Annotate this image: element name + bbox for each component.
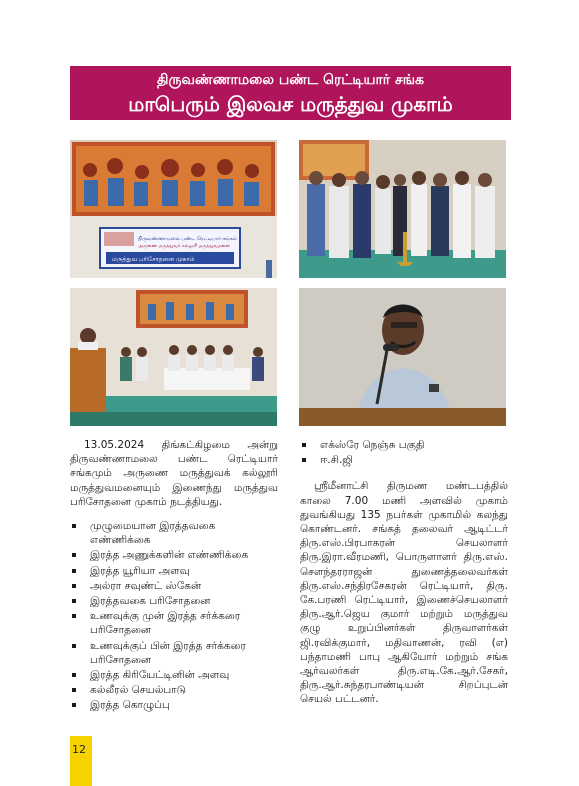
list-item: ஈ.சி.ஜி xyxy=(300,453,508,467)
article-intro: 13.05.2024 திங்கட்கிழமை அன்று திருவண்ணாமலை பண்ட ரெட்டியார் சங்கமும் அருணை மருத்துவக் கல்லூரி மருத்துவமனையும் இணைந்து மருத்துவ பரிசோதனை முகாம் நடத்தியது. xyxy=(70,439,278,508)
list-item: உணவுக்கு முன் இரத்த சர்க்கரை பரிசோதனை xyxy=(70,609,278,637)
article-body: ஸ்ரீமீனாட்சி திருமண மண்டபத்தில் காலை 7.00 மணி அளவில் முகாம் துவங்கியது 135 நபர்கள் முகாமில் கலந்து கொண்டனர். சங்கத் தலைவர் ஆடிட்டர் திரு.எஸ்.பிரபாகரன் செயலாளர் திரு.இரா.வீரமணி, பொருளாளர் திரு.எஸ். சௌந்தரராஜன் துணைத்தலைவர்கள் திரு.எஸ்.சந்திரசேகரன் ரெட்டியார், திரு. கே.பரணி ரெட்டியார், இணைச்செயலாளர் திரு.ஆர்.ஜெய குமார் மற்றும் மருத்துவ குழு உறுப்பினர்கள் திருவாளர்கள் ஜி.ரவிக்குமார், மதிவாணன், ரவி (எ) பந்தாமணி பாபு ஆகியோர் மற்றும் சங்க ஆர்வலர்கள் திரு.எடி.கே.ஆர்.சேகர், திரு.ஆர்.சுந்தரபாண்டியன் சிறப்புடன் செயல் பட்டனர். xyxy=(300,480,508,706)
photo-speaker-microphone xyxy=(299,288,506,426)
photo-dais-podium xyxy=(70,288,277,426)
list-item: இரத்த அணுக்களின் எண்ணிக்கை xyxy=(70,548,278,562)
stage-banner-line2: அருணை மருத்துவக் கல்லூரி மருத்துவமனை xyxy=(138,244,230,249)
list-item: கல்லீரல் செயல்பாடு xyxy=(70,683,278,697)
list-item: முழுமையான இரத்தவகை எண்ணிக்கை xyxy=(70,519,278,547)
list-item: எக்ஸ்ரே நெஞ்சு பகுதி xyxy=(300,438,508,452)
photo-stage-banner xyxy=(70,140,277,278)
test-list xyxy=(70,519,278,713)
banner-title-line2: மாபெரும் இலவச மருத்துவ முகாம் xyxy=(128,92,453,116)
list-item: இரத்த கிரியேட்டினின் அளவு xyxy=(70,668,278,682)
article-right-column xyxy=(300,438,508,707)
list-item: இரத்த கொழுப்பு xyxy=(70,698,278,712)
list-item: இரத்த யூரியா அளவு xyxy=(70,564,278,578)
title-banner xyxy=(70,66,511,120)
page-number: 12 xyxy=(72,743,86,756)
banner-title-line1: திருவண்ணாமலை பண்ட ரெட்டியார் சங்க xyxy=(157,72,424,88)
test-list-continued xyxy=(300,438,508,467)
list-item: உணவுக்குப் பின் இரத்த சர்க்கரை பரிசோதனை xyxy=(70,639,278,667)
stage-banner-line1: திருவண்ணாமலை பண்ட ரெட்டியார் சங்கம் xyxy=(138,236,237,242)
stage-banner-line3: மருத்துவ பரிசோதனை முகாம் xyxy=(112,256,195,263)
photo-lamp-lighting xyxy=(299,140,506,278)
list-item: அல்ரா சவுண்ட் ஸ்கேன் xyxy=(70,579,278,593)
list-item: இரத்தவகை பரிசோதனை xyxy=(70,594,278,608)
article-left-column xyxy=(70,438,278,714)
